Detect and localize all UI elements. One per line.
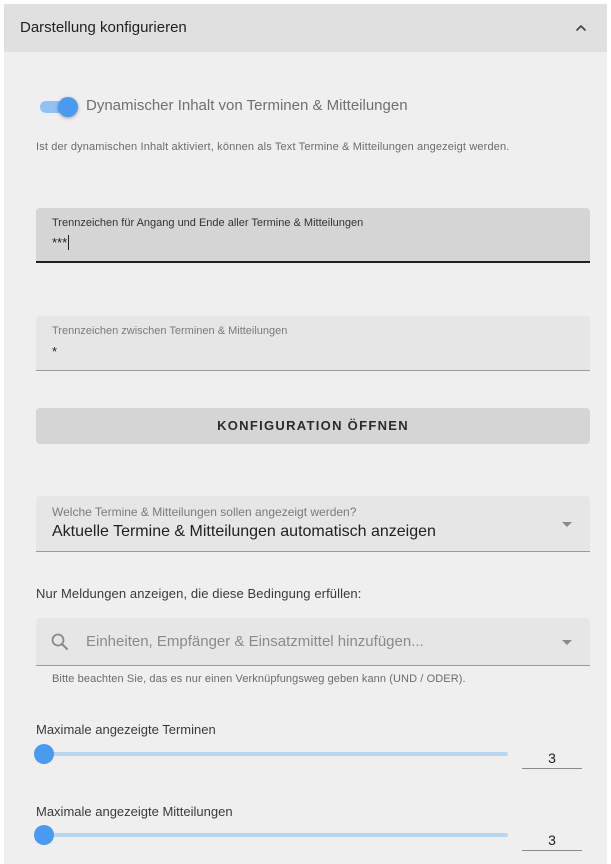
max-messages-label: Maximale angezeigte Mitteilungen [36,804,233,819]
display-config-panel [4,4,607,864]
item-separator-field[interactable] [36,316,590,371]
start-end-separator-field[interactable] [36,208,590,263]
dynamic-content-label: Dynamischer Inhalt von Terminen & Mitteilungen [86,97,408,114]
chevron-up-icon[interactable] [573,20,589,36]
text-caret [68,235,69,250]
filter-autocomplete[interactable] [36,618,590,666]
start-end-separator-value: *** [52,235,68,250]
arrow-drop-down-icon[interactable] [562,640,572,645]
filter-hint: Bitte beachten Sie, das es nur einen Verknüpfungsweg geben kann (UND / ODER). [52,673,466,685]
dynamic-content-hint: Ist der dynamischen Inhalt aktiviert, können als Text Termine & Mitteilungen angezeigt werden. [36,141,510,153]
panel-title: Darstellung konfigurieren [20,19,187,36]
max-appointments-input[interactable]: 3 [522,747,582,769]
display-mode-value: Aktuelle Termine & Mitteilungen automatisch anzeigen [52,523,436,540]
panel-header[interactable] [4,4,607,52]
slider-rail [44,752,508,756]
display-mode-label: Welche Termine & Mitteilungen sollen angezeigt werden? [52,505,357,519]
search-icon [50,632,70,652]
max-messages-slider[interactable] [34,825,508,845]
max-appointments-label: Maximale angezeigte Terminen [36,722,216,737]
max-appointments-slider[interactable] [34,744,508,764]
arrow-drop-down-icon[interactable] [562,522,572,527]
display-mode-select[interactable] [36,496,590,552]
dynamic-content-toggle[interactable] [38,97,78,117]
open-configuration-button[interactable]: KONFIGURATION ÖFFNEN [36,408,590,444]
filter-section-label: Nur Meldungen anzeigen, die diese Bedingung erfüllen: [36,586,362,601]
toggle-thumb [58,97,78,117]
slider-thumb[interactable] [34,825,54,845]
filter-input[interactable]: Einheiten, Empfänger & Einsatzmittel hinzufügen... [86,633,424,650]
item-separator-input[interactable]: * [52,344,58,359]
slider-thumb[interactable] [34,744,54,764]
max-messages-input[interactable]: 3 [522,829,582,851]
start-end-separator-input[interactable] [52,235,69,250]
item-separator-label: Trennzeichen zwischen Terminen & Mitteilungen [52,325,288,337]
start-end-separator-label: Trennzeichen für Angang und Ende aller Termine & Mitteilungen [52,217,364,229]
slider-rail [44,833,508,837]
